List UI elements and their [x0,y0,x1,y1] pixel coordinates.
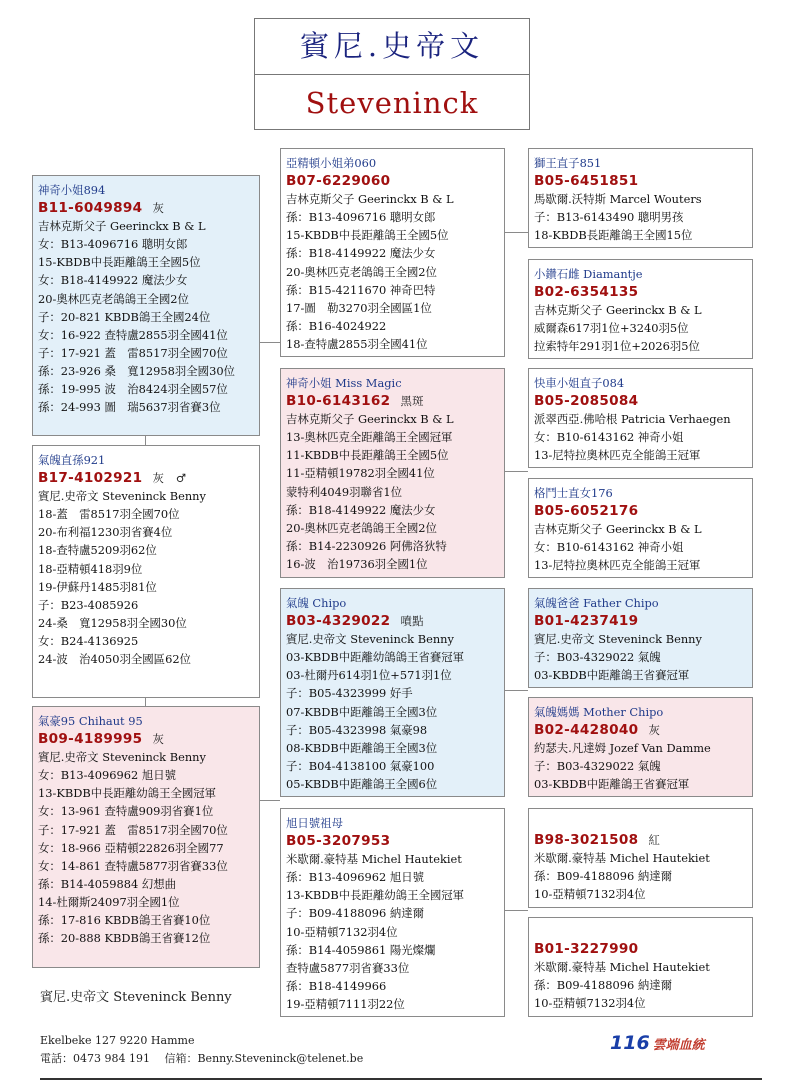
pigeon-card-p2 [32,445,260,698]
pigeon-card-p15 [528,917,753,1017]
pigeon-info-line: 賓尼.史帝文 Steveninck Benny [286,632,454,647]
pigeon-info-line: 女：B13-4096962 旭日號 [38,768,177,783]
pigeon-info-line: 吉林克斯父子 Geerinckx B & L [38,219,206,234]
pigeon-info-line: 17-圖 勒3270羽全國區1位 [286,300,432,315]
pigeon-info-line: 20-奧林匹克老鴿鴿王全國2位 [286,264,437,279]
pigeon-info-line: 孫：B18-4149966 [286,978,387,993]
pigeon-info-line: 米歇爾.豪特基 Michel Hautekiet [534,960,710,975]
pigeon-info-line: 孫：B13-4096962 旭日號 [286,870,425,885]
pigeon-ring: B03-4329022 噴點 [286,613,424,630]
pigeon-info-line: 女：13-961 查特盧909羽省賽1位 [38,804,214,819]
pigeon-info-line: 吉林克斯父子 Geerinckx B & L [286,412,454,427]
pigeon-info-line: 約瑟夫.凡達姆 Jozef Van Damme [534,741,711,756]
pigeon-info-line: 18-查特盧5209羽62位 [38,543,157,558]
pigeon-info-line: 18-查特盧2855羽全國41位 [286,336,428,351]
pigeon-info-line: 孫：B18-4149922 魔法少女 [286,502,436,517]
pigeon-info-line: 女：14-861 查特盧5877羽省賽33位 [38,858,228,873]
pigeon-info-line: 20-布利福1230羽省賽4位 [38,525,173,540]
connector-line [504,910,528,911]
pigeon-info-line: 13-KBDB中長距離幼鴿王全國冠軍 [38,786,217,801]
pigeon-name: 氣豪95 Chihaut 95 [38,714,143,728]
pigeon-ring: B05-3207953 [286,833,391,850]
pigeon-card-p12 [528,588,753,688]
connector-line [259,800,280,801]
pigeon-info-line: 吉林克斯父子 Geerinckx B & L [534,522,702,537]
breeder-name: 賓尼.史帝文 Steveninck Benny [40,990,232,1005]
pigeon-info-line: 13-奧林匹克全距離鴿王全國冠軍 [286,430,453,445]
pigeon-info-line: 女：B18-4149922 魔法少女 [38,273,188,288]
pigeon-name: 亞精頓小姐弟060 [286,156,377,170]
pigeon-info-line: 15-KBDB中長距離鴿王全國5位 [286,228,449,243]
pigeon-info-line: 孫：24-993 圖 瑞5637羽省賽3位 [38,400,221,415]
pigeon-ring: B10-6143162 黑斑 [286,393,424,410]
footer [40,1032,363,1068]
connector-line [504,471,528,472]
pigeon-name: 神奇小姐894 [38,183,106,197]
logo-text: 雲端血統 [652,1038,705,1053]
pigeon-info-line: 孫：B09-4188096 納達爾 [534,978,673,993]
pigeon-info-line: 孫：B14-4059861 陽光燦爛 [286,942,436,957]
pigeon-info-line: 子：20-821 KBDB鴿王全國24位 [38,309,211,324]
pigeon-ring: B98-3021508 紅 [534,832,661,848]
pigeon-name: 小鑽石雌 Diamantje [534,267,643,281]
pigeon-info-line: 米歇爾.豪特基 Michel Hautekiet [286,852,462,867]
pigeon-info-line: 子：B23-4085926 [38,597,139,612]
pigeon-card-p6 [280,588,505,797]
pigeon-name: 快車小姐直子084 [534,376,625,390]
pigeon-info-line: 孫：B16-4024922 [286,318,387,333]
pigeon-card-p4 [280,148,505,357]
pigeon-name: 獅王直子851 [534,156,602,170]
pigeon-info-line: 孫：B09-4188096 納達爾 [534,869,673,884]
pigeon-info-line: 子：B03-4329022 氣魄 [534,650,661,665]
pigeon-card-p11 [528,478,753,578]
pigeon-card-p9 [528,259,753,359]
pigeon-info-line: 米歇爾.豪特基 Michel Hautekiet [534,851,710,866]
pigeon-ring: B01-4237419 [534,613,639,630]
pigeon-info-line: 女：B10-6143162 神奇小姐 [534,540,684,555]
pigeon-info-line: 18-KBDB長距離鴿王全國15位 [534,228,693,243]
pigeon-info-line: 03-KBDB中距離鴿王省賽冠軍 [534,668,690,683]
pigeon-info-line: 子：B09-4188096 納達爾 [286,906,425,921]
pigeon-card-p3 [32,706,260,968]
pigeon-info-line: 13-KBDB中長距離幼鴿王全國冠軍 [286,888,465,903]
pigeon-info-line: 女：B10-6143162 神奇小姐 [534,430,684,445]
pigeon-info-line: 10-亞精頓7132羽4位 [534,887,646,902]
pigeon-ring: B09-4189995 灰 [38,731,165,748]
connector-line [145,435,146,445]
pigeon-card-p7 [280,808,505,1017]
pigeon-info-line: 孫：23-926 桑 寬12958羽全國30位 [38,363,235,378]
pigeon-info-line: 子：17-921 蓋 雷8517羽全國70位 [38,822,228,837]
pigeon-info-line: 03-KBDB中距離鴿王省賽冠軍 [534,777,690,792]
pigeon-info-line: 子：B05-4323998 氣豪98 [286,722,428,737]
pigeon-info-line: 03-杜爾丹614羽1位+571羽1位 [286,668,452,683]
pigeon-info-line: 18-蓋 雷8517羽全國70位 [38,507,180,522]
pigeon-card-p14 [528,808,753,908]
pigeon-ring: B07-6229060 [286,173,391,190]
pigeon-name: 氣魄媽媽 Mother Chipo [534,705,664,719]
pigeon-name: 神奇小姐 Miss Magic [286,376,402,390]
pigeon-info-line: 吉林克斯父子 Geerinckx B & L [534,303,702,318]
pigeon-info-line: 14-杜爾斯24097羽全國1位 [38,894,180,909]
pigeon-name: 旭日號祖母 [286,816,343,830]
pigeon-info-line: 賓尼.史帝文 Steveninck Benny [38,489,206,504]
pigeon-info-line: 03-KBDB中距離幼鴿鴿王省賽冠軍 [286,650,465,665]
pigeon-info-line: 查特盧5877羽省賽33位 [286,960,410,975]
pigeon-info-line: 10-亞精頓7132羽4位 [534,996,646,1011]
owner-chinese-name: 賓尼.史帝文 [255,19,529,75]
pigeon-name: 氣魄爸爸 Father Chipo [534,596,659,610]
pigeon-info-line: 子：B03-4329022 氣魄 [534,759,661,774]
pigeon-info-line: 派翠西亞.佛哈根 Patricia Verhaegen [534,412,731,427]
pigeon-info-line: 女：B24-4136925 [38,633,139,648]
pigeon-card-p1 [32,175,260,436]
pigeon-ring: B05-6052176 [534,503,639,520]
pigeon-info-line: 女：18-966 亞精頓22826羽全國77 [38,840,224,855]
pigeon-info-line: 子：B04-4138100 氣豪100 [286,758,435,773]
pigeon-info-line: 15-KBDB中長距離鴿王全國5位 [38,255,201,270]
pigeon-info-line: 子：B13-6143490 聰明男孩 [534,210,684,225]
connector-line [145,697,146,706]
pigeon-info-line: 威爾森617羽1位+3240羽5位 [534,321,689,336]
pigeon-ring: B02-4428040 灰 [534,722,661,739]
pigeon-name: 格鬥士直女176 [534,486,613,500]
pigeon-info-line: 孫：B15-4211670 神奇巴特 [286,282,436,297]
pigeon-info-line: 10-亞精頓7132羽4位 [286,924,398,939]
pigeon-ring: B17-4102921 灰 ♂ [38,470,187,487]
footer-divider [40,1078,762,1080]
pigeon-info-line: 16-波 治19736羽全國1位 [286,556,428,571]
pigeon-ring: B01-3227990 [534,941,639,957]
pigeon-info-line: 孫：19-995 波 治8424羽全國57位 [38,382,228,397]
pigeon-info-line: 子：B05-4323999 好手 [286,686,413,701]
pigeon-ring: B05-2085084 [534,393,639,410]
connector-line [504,232,528,233]
connector-line [259,342,280,343]
pigeon-info-line: 11-KBDB中長距離鴿王全國5位 [286,448,449,463]
pigeon-info-line: 13-尼特拉奧林匹克全能鴿王冠軍 [534,448,701,463]
pigeon-info-line: 13-尼特拉奧林匹克全能鴿王冠軍 [534,558,701,573]
pedigree-header [254,18,530,130]
pigeon-ring: B11-6049894 灰 [38,200,165,217]
pigeon-ring: B05-6451851 [534,173,639,190]
pigeon-info-line: 05-KBDB中距離鴿王全國6位 [286,776,438,791]
pigeon-info-line: 24-桑 寬12958羽全國30位 [38,615,187,630]
pigeon-card-p8 [528,148,753,248]
pigeon-info-line: 馬歇爾.沃特斯 Marcel Wouters [534,192,702,207]
pigeon-card-p10 [528,368,753,468]
pigeon-info-line: 孫：B13-4096716 聰明女郎 [286,210,436,225]
pigeon-info-line: 孫：B18-4149922 魔法少女 [286,246,436,261]
owner-latin-name: Steveninck [305,86,479,120]
footer-contact: 電話：0473 984 191 信箱：Benny.Steveninck@telenet.be [40,1052,364,1065]
pigeon-card-p5 [280,368,505,578]
pigeon-info-line: 吉林克斯父子 Geerinckx B & L [286,192,454,207]
pigeon-info-line: 07-KBDB中距離鴿王全國3位 [286,704,438,719]
pigeon-ring: B02-6354135 [534,284,639,301]
pigeon-info-line: 11-亞精頓19782羽全國41位 [286,466,435,481]
pigeon-info-line: 拉索特年291羽1位+2026羽5位 [534,339,700,354]
footer-address: Ekelbeke 127 9220 Hamme [40,1034,195,1047]
connector-line [504,690,528,691]
pigeon-info-line: 孫：20-888 KBDB鴿王省賽12位 [38,931,211,946]
pigeon-info-line: 孫：B14-4059884 幻想曲 [38,876,177,891]
pigeon-info-line: 子：17-921 蓋 雷8517羽全國70位 [38,345,228,360]
pigeon-info-line: 20-奧林匹克老鴿鴿王全國2位 [38,291,189,306]
pigeon-info-line: 蒙特利4049羽聯省1位 [286,484,402,499]
pigeon-info-line: 賓尼.史帝文 Steveninck Benny [534,632,702,647]
pigeon-info-line: 20-奧林匹克老鴿鴿王全國2位 [286,520,437,535]
brand-logo [610,1032,705,1054]
pigeon-info-line: 孫：17-816 KBDB鴿王省賽10位 [38,913,211,928]
pigeon-name: 氣魄直孫921 [38,453,106,467]
pigeon-info-line: 19-亞精頓7111羽22位 [286,996,405,1011]
logo-number: 116 [610,1032,650,1054]
pigeon-info-line: 女：B13-4096716 聰明女郎 [38,237,188,252]
pigeon-info-line: 女：16-922 查特盧2855羽全國41位 [38,327,228,342]
pigeon-info-line: 賓尼.史帝文 Steveninck Benny [38,750,206,765]
pigeon-info-line: 19-伊蘇丹1485羽81位 [38,579,157,594]
pigeon-info-line: 18-亞精頓418羽9位 [38,561,143,576]
pigeon-name: 氣魄 Chipo [286,596,347,610]
pigeon-info-line: 孫：B14-2230926 阿佛洛狄特 [286,538,447,553]
pigeon-card-p13 [528,697,753,797]
pigeon-info-line: 24-波 治4050羽全國區62位 [38,652,191,667]
pigeon-info-line: 08-KBDB中距離鴿王全國3位 [286,740,438,755]
